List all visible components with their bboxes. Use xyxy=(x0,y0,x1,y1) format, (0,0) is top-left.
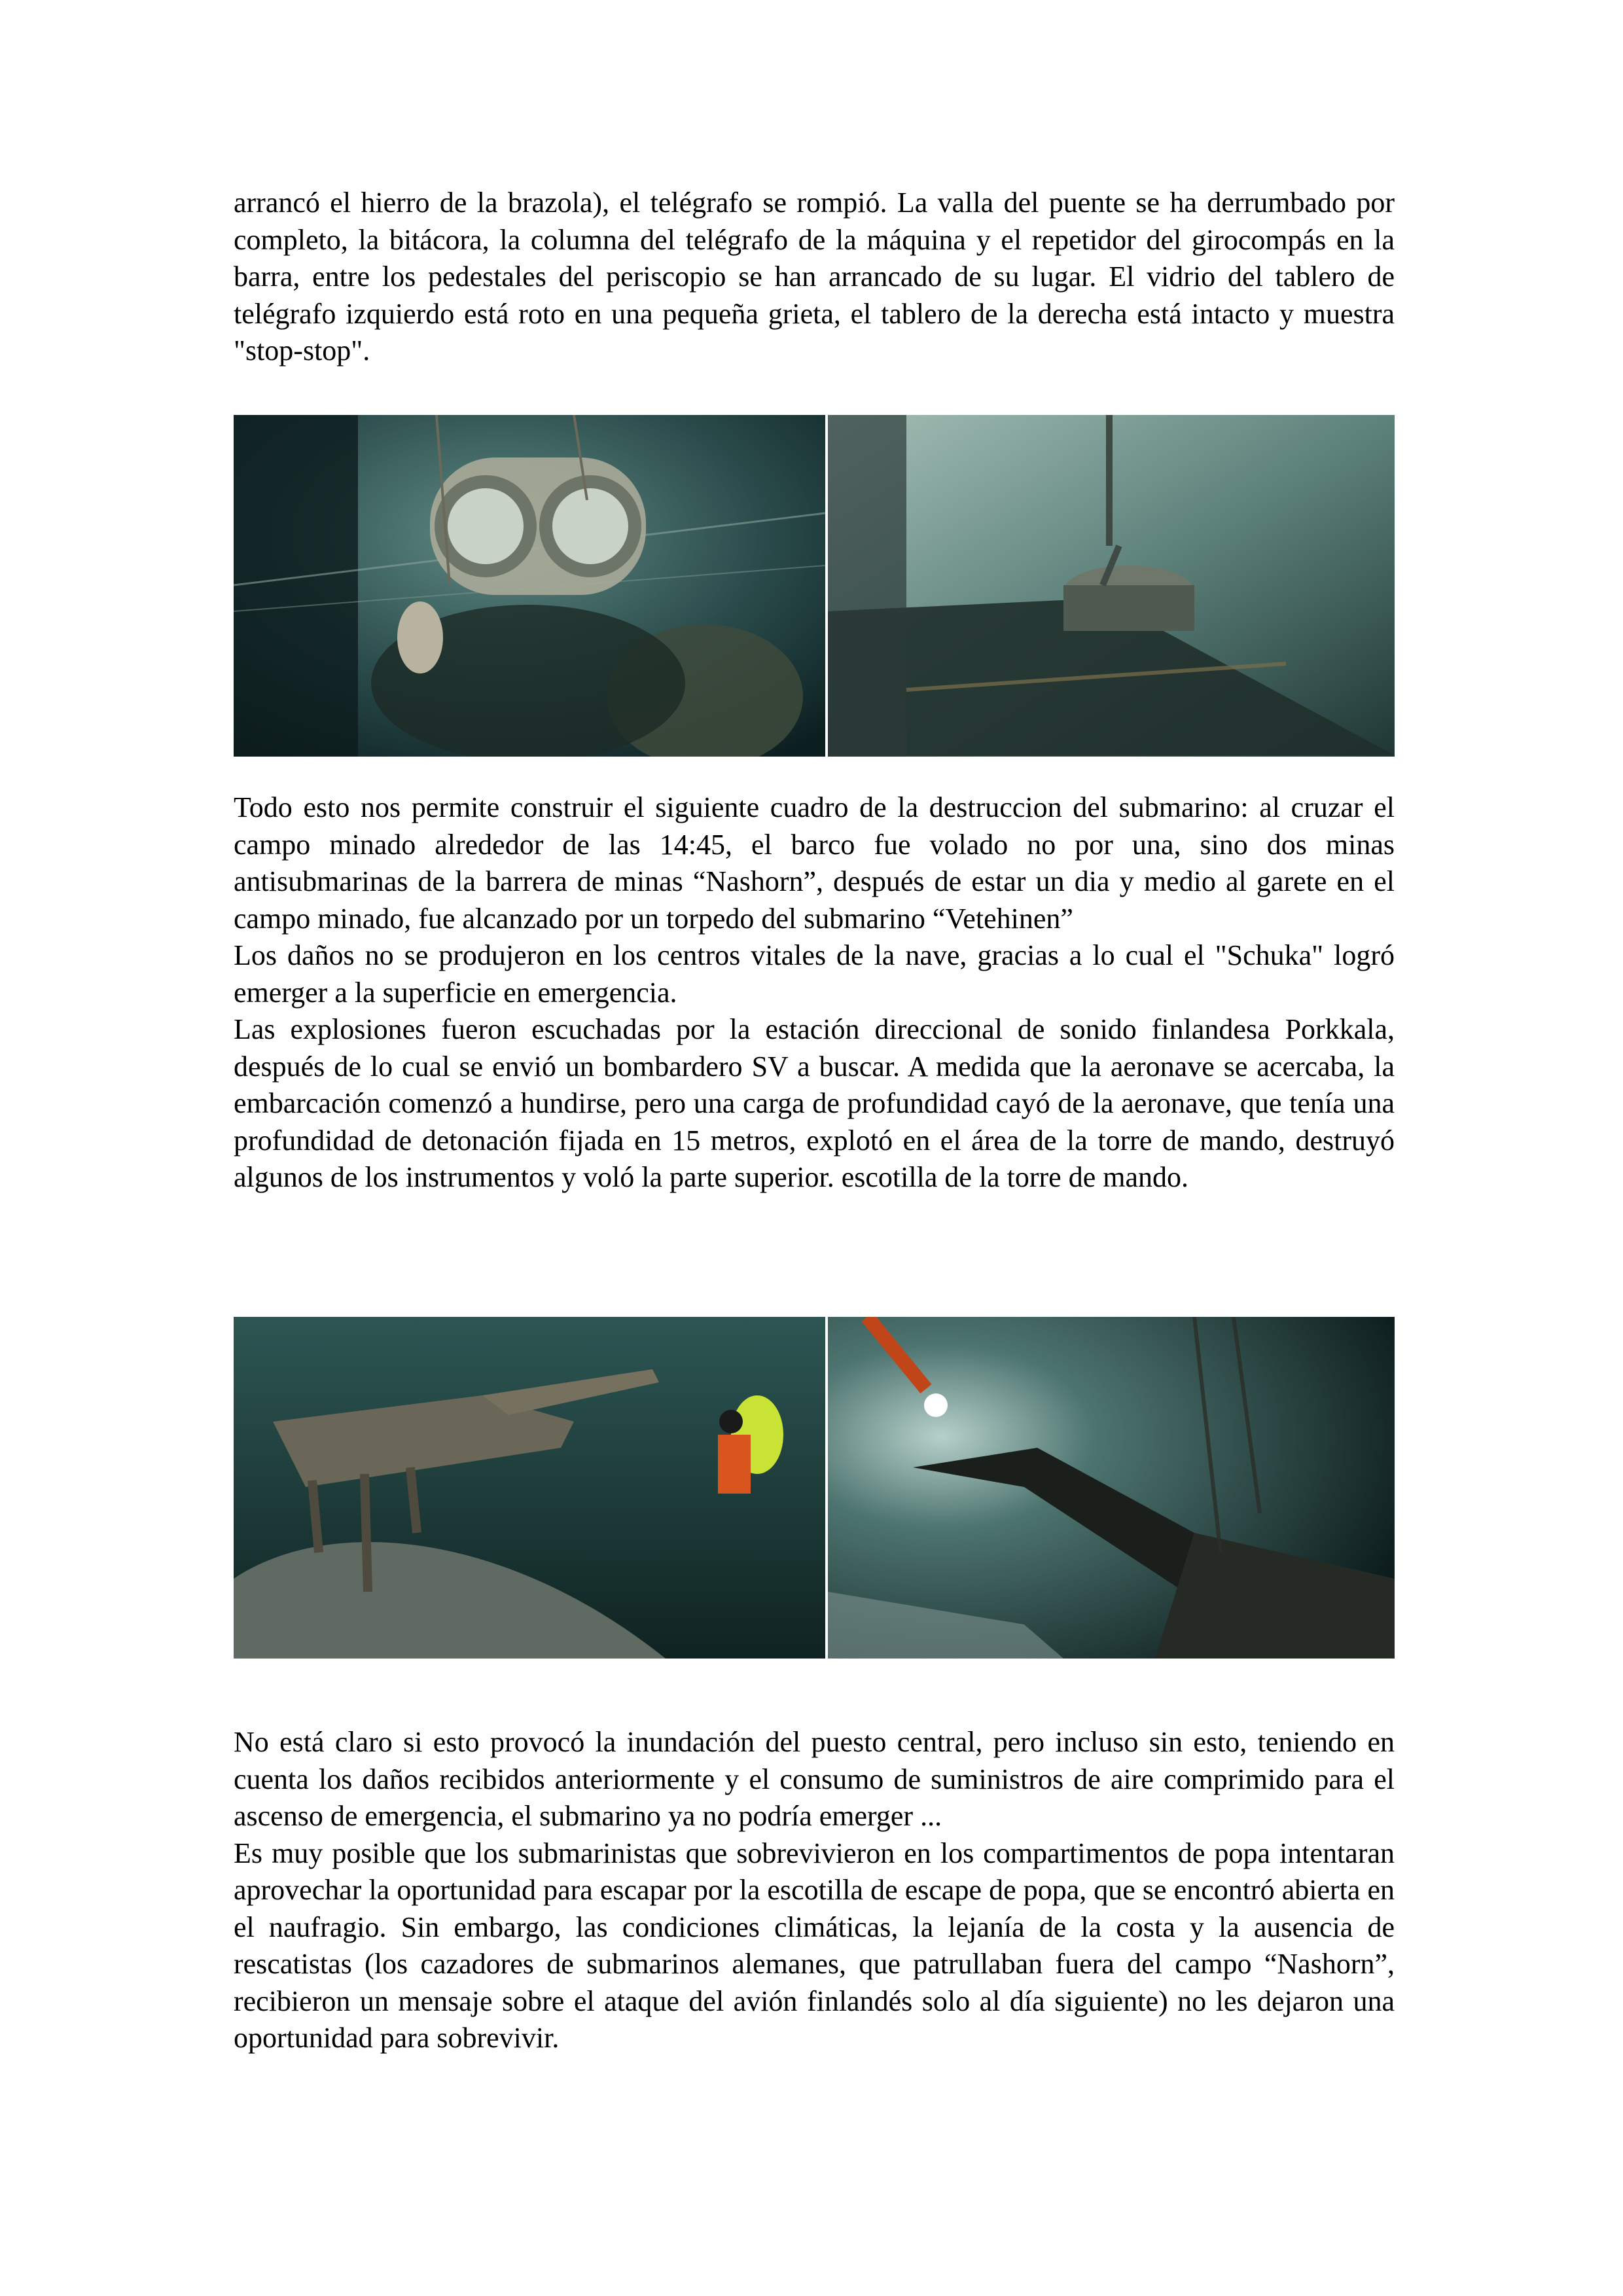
paragraph-telegraph-damage xyxy=(234,185,1395,370)
photo-row-1 xyxy=(234,415,1395,757)
paragraph-conclusion xyxy=(234,1724,1395,2057)
telegraph-dial-image xyxy=(234,415,825,757)
paragraph-line: No está claro si esto provocó la inundación del puesto central, pero incluso sin esto, teniendo en cuenta los daños recibidos anteriormente y el consumo de suministros de aire comprimido para el ascenso de emergencia, el submarino ya no podría emerger ... xyxy=(234,1726,1395,1832)
photo-deck-gun-diver xyxy=(234,1317,825,1659)
paragraph-destruction xyxy=(234,789,1395,1196)
paragraph-line: Los daños no se produjeron en los centros vitales de la nave, gracias a lo cual el "Schuka" logró emerger a la superficie en emergencia. xyxy=(234,939,1395,1009)
photo-telegraph-dial xyxy=(234,415,825,757)
photo-bridge-wreckage xyxy=(828,415,1395,757)
bridge-wreckage-image xyxy=(828,415,1395,757)
paragraph-line: arrancó el hierro de la brazola), el telégrafo se rompió. La valla del puente se ha derrumbado por completo, la bitácora, la columna del telégrafo de la máquina y el repetidor del girocompás en la barra, entre los pedestales del periscopio se han arrancado de su lugar. El vidrio del tablero de telégrafo izquierdo está roto en una pequeña grieta, el tablero de la derecha está intacto y muestra "stop-stop". xyxy=(234,187,1395,367)
paragraph-line: Todo esto nos permite construir el siguiente cuadro de la destruccion del submarino: al cruzar el campo minado alrededor de las 14:45, el barco fue volado no por una, sino dos minas antisubmarinas de la barrera de minas “Nashorn”, después de estar un dia y medio al garete en el campo minado, fue alcanzado por un torpedo del submarino “Vetehinen” xyxy=(234,791,1395,935)
photo-gun-barrel-light xyxy=(828,1317,1395,1659)
deck-gun-diver-image xyxy=(234,1317,825,1659)
photo-row-2 xyxy=(234,1317,1395,1659)
gun-barrel-light-image xyxy=(828,1317,1395,1659)
paragraph-line: Las explosiones fueron escuchadas por la estación direccional de sonido finlandesa Porkkala, después de lo cual se envió un bombardero SV a buscar. A medida que la aeronave se acercaba, la embarcación comenzó a hundirse, pero una carga de profundidad cayó de la aeronave, que tenía una profundidad de detonación fijada en 15 metros, explotó en el área de la torre de mando, destruyó algunos de los instrumentos y voló la parte superior. escotilla de la torre de mando. xyxy=(234,1013,1395,1193)
paragraph-line: Es muy posible que los submarinistas que sobrevivieron en los compartimentos de popa intentaran aprovechar la oportunidad para escapar por la escotilla de escape de popa, que se encontró abierta en el naufragio. Sin embargo, las condiciones climáticas, la lejanía de la costa y la ausencia de rescatistas (los cazadores de submarinos alemanes, que patrullaban fuera del campo “Nashorn”, recibieron un mensaje sobre el ataque del avión finlandés solo al día siguiente) no les dejaron una oportunidad para sobrevivir. xyxy=(234,1837,1395,2054)
